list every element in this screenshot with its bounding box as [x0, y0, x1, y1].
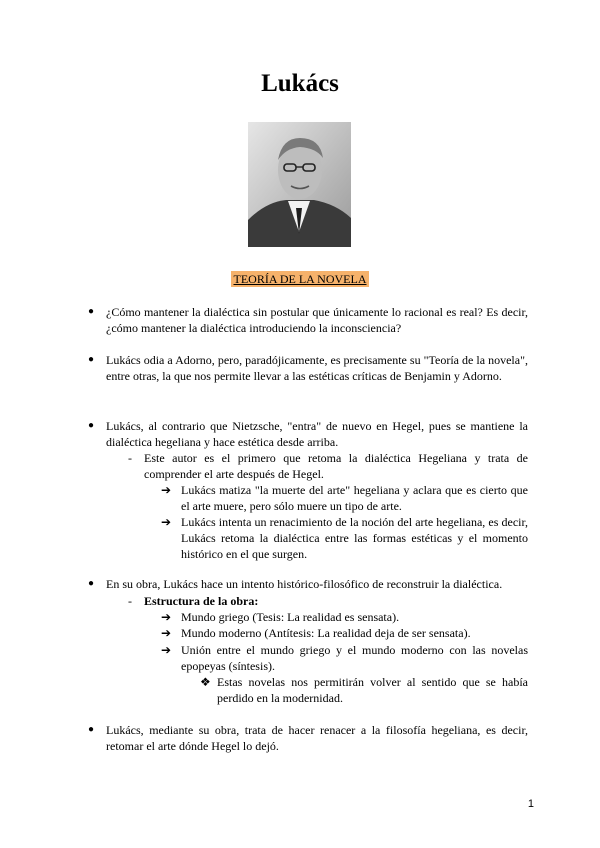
arrow-icon: ➔: [161, 626, 172, 640]
list-item: Mundo moderno (Antítesis: La realidad deja de ser sensata).: [181, 626, 471, 640]
diamond-icon: ❖: [200, 675, 211, 689]
bullet-dot-icon: ●: [88, 724, 95, 735]
list-item: Este autor es el primero que retoma la dialéctica Hegeliana y trata de comprender el arte después de Hegel.: [144, 451, 528, 481]
list-item: Lukács odia a Adorno, pero, paradójicamente, es precisamente su "Teoría de la novela", entre otras, la que nos permite llevar a las estéticas críticas de Benjamin y Adorno.: [106, 353, 528, 383]
section-heading-text: TEORÍA DE LA NOVELA: [231, 271, 370, 287]
page-number: 1: [527, 798, 534, 810]
list-item: Estas novelas nos permitirán volver al sentido que se había perdido en la modernidad.: [217, 675, 528, 705]
dash-icon: -: [128, 594, 132, 608]
list-item: Lukács, al contrario que Nietzsche, "entra" de nuevo en Hegel, pues se mantiene la dialéctica hegeliana y hace estética desde arriba.: [106, 419, 528, 449]
dash-icon: -: [128, 451, 132, 465]
list-item: ¿Cómo mantener la dialéctica sin postular que únicamente lo racional es real? Es decir, ¿cómo mantener la dialéctica introduciendo la inconsciencia?: [106, 305, 528, 335]
arrow-icon: ➔: [161, 610, 172, 624]
list-item: Lukács, mediante su obra, trata de hacer renacer a la filosofía hegeliana, es decir, retomar el arte dónde Hegel lo dejó.: [106, 723, 528, 753]
portrait-photo: [248, 122, 351, 247]
arrow-icon: ➔: [161, 643, 172, 657]
bullet-dot-icon: ●: [88, 306, 95, 317]
list-item: Mundo griego (Tesis: La realidad es sensata).: [181, 610, 400, 624]
page-title: Lukács: [261, 70, 339, 97]
structure-heading: Estructura de la obra:: [144, 594, 259, 608]
bullet-dot-icon: ●: [88, 420, 95, 431]
section-heading: [0, 272, 600, 287]
arrow-icon: ➔: [161, 515, 172, 529]
list-item: Lukács matiza "la muerte del arte" hegeliana y aclara que es cierto que el arte muere, pero sólo muere un tipo de arte.: [181, 483, 528, 513]
list-item: [144, 593, 528, 609]
list-item: En su obra, Lukács hace un intento histórico-filosófico de reconstruir la dialéctica.: [106, 577, 503, 591]
list-item: Unión entre el mundo griego y el mundo moderno con las novelas epopeyas (síntesis).: [181, 643, 528, 673]
arrow-icon: ➔: [161, 483, 172, 497]
list-item: Lukács intenta un renacimiento de la noción del arte hegeliana, es decir, Lukács retoma la dialéctica entre las formas estéticas y el momento histórico en el que surgen.: [181, 515, 528, 561]
bullet-dot-icon: ●: [88, 578, 95, 589]
bullet-dot-icon: ●: [88, 354, 95, 365]
